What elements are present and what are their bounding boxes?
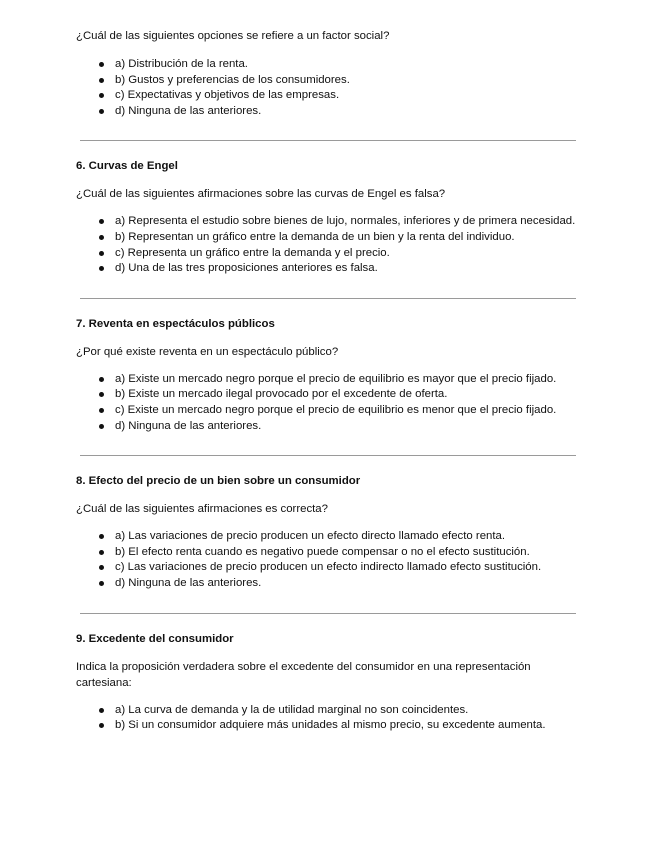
section-divider [80,613,576,614]
section-divider [80,455,576,456]
section-7-title: 7. Reventa en espectáculos públicos [76,317,275,330]
option-item: d) Ninguna de las anteriores. [76,576,576,592]
section-divider [80,140,576,141]
question-7-text: ¿Por qué existe reventa en un espectáculo público? [76,345,339,358]
option-item: b) Representan un gráfico entre la demanda de un bien y la renta del individuo. [76,230,576,246]
question-5-text: ¿Cuál de las siguientes opciones se refiere a un factor social? [76,30,390,42]
option-item: a) La curva de demanda y la de utilidad marginal no son coincidentes. [76,703,576,719]
option-item: d) Una de las tres proposiciones anteriores es falsa. [76,261,576,277]
question-6-options [76,214,576,276]
option-item: c) Las variaciones de precio producen un efecto indirecto llamado efecto sustitución. [76,560,576,576]
section-8-title: 8. Efecto del precio de un bien sobre un consumidor [76,475,361,488]
option-item: b) Existe un mercado ilegal provocado por el excedente de oferta. [76,387,576,403]
option-item: c) Expectativas y objetivos de las empresas. [76,88,576,104]
option-item: d) Ninguna de las anteriores. [76,419,576,435]
option-item: b) El efecto renta cuando es negativo puede compensar o no el efecto sustitución. [76,545,576,561]
section-divider [80,298,576,299]
question-7-options [76,372,576,434]
question-6-text: ¿Cuál de las siguientes afirmaciones sobre las curvas de Engel es falsa? [76,188,446,201]
option-item: c) Existe un mercado negro porque el precio de equilibrio es menor que el precio fijado. [76,403,576,419]
section-6-title: 6. Curvas de Engel [76,160,178,173]
option-item: a) Las variaciones de precio producen un efecto directo llamado efecto renta. [76,529,576,545]
option-item: d) Ninguna de las anteriores. [76,104,576,120]
question-5-options [76,57,576,119]
option-item: a) Existe un mercado negro porque el precio de equilibrio es mayor que el precio fijado. [76,372,576,388]
document-page [76,28,576,734]
option-item: b) Si un consumidor adquiere más unidades al mismo precio, su excedente aumenta. [76,718,576,734]
question-8-options [76,529,576,591]
question-9-text: Indica la proposición verdadera sobre el excedente del consumidor en una representación cartesiana: [76,660,531,689]
section-9-title: 9. Excedente del consumidor [76,632,234,645]
option-item: a) Representa el estudio sobre bienes de lujo, normales, inferiores y de primera necesidad. [76,214,576,230]
option-item: c) Representa un gráfico entre la demanda y el precio. [76,246,576,262]
option-item: a) Distribución de la renta. [76,57,576,73]
question-8-text: ¿Cuál de las siguientes afirmaciones es correcta? [76,503,328,516]
option-item: b) Gustos y preferencias de los consumidores. [76,73,576,89]
question-9-options [76,703,576,734]
